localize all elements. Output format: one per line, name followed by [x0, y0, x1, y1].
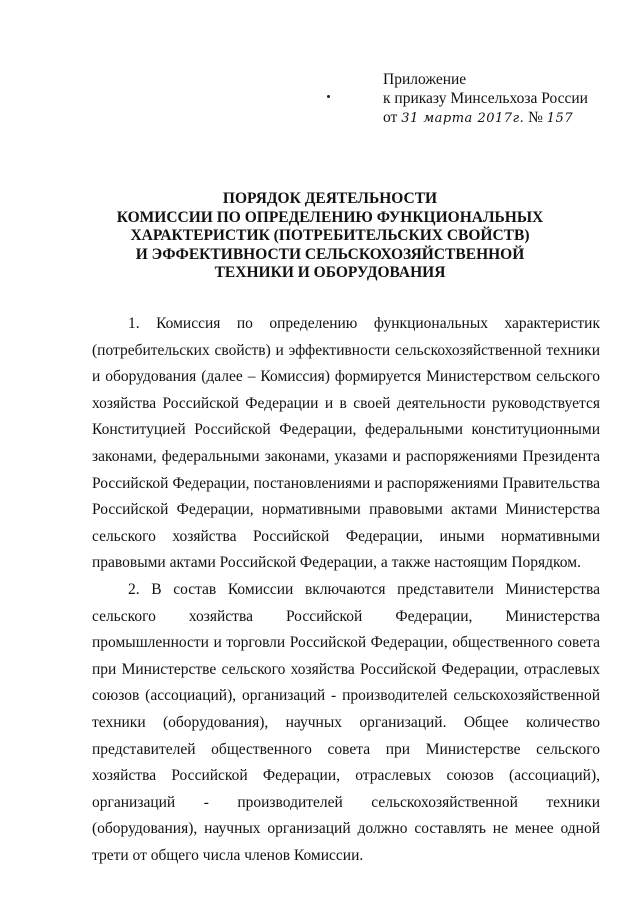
document-body [92, 311, 600, 869]
title-line: ХАРАКТЕРИСТИК (ПОТРЕБИТЕЛЬСКИХ СВОЙСТВ) [130, 227, 530, 244]
order-reference: к приказу Минсельхоза России [383, 90, 588, 107]
date-prefix: от [383, 109, 398, 126]
paragraph-1: 1. Комиссия по определению функциональных характеристик (потребительских свойств) и эффективности сельскохозяйственной техники и оборудования (далее – Комиссия) формируется Министерством сельского хозяйства Российской Федерации и в своей деятельности руководствуется Конституцией Российской Федерации, федеральными конституционными законами, федеральными законами, указами и распоряжениями Президента Российской Федерации, постановлениями и распоряжениями Правительства Российской Федерации, нормативными правовыми актами Министерства сельского хозяйства Российской Федерации, иными нормативными правовыми актами Российской Федерации, а также настоящим Порядком. [92, 315, 600, 572]
appendix-header [383, 70, 588, 128]
order-date-line [383, 108, 588, 128]
title-line: КОМИССИИ ПО ОПРЕДЕЛЕНИЮ ФУНКЦИОНАЛЬНЫХ [116, 208, 544, 226]
title-line: ПОРЯДОК ДЕЯТЕЛЬНОСТИ [222, 190, 438, 207]
document-title [100, 190, 560, 283]
handwritten-number: 157 [546, 111, 574, 126]
appendix-label: Приложение [383, 71, 467, 88]
handwritten-date: 31 марта 2017г. [401, 111, 525, 126]
stray-dot-mark [327, 95, 330, 98]
paragraph-2: 2. В состав Комиссии включаются представители Министерства сельского хозяйства Российской Федерации, Министерства промышленности и торговли Российской Федерации, общественного совета при Министерстве сельского хозяйства Российской Федерации, отраслевых союзов (ассоциаций), организаций - производителей сельскохозяйственной техники (оборудования), научных организаций. Общее количество представителей общественного совета при Министерстве сельского хозяйства Российской Федерации, отраслевых союзов (ассоциаций), организаций - производителей сельскохозяйственной техники (оборудования), научных организаций должно составлять не менее одной трети от общего числа членов Комиссии. [92, 580, 600, 864]
title-line: ТЕХНИКИ И ОБОРУДОВАНИЯ [214, 264, 446, 281]
number-prefix: № [528, 109, 543, 126]
title-line: И ЭФФЕКТИВНОСТИ СЕЛЬСКОХОЗЯЙСТВЕННОЙ [135, 245, 525, 263]
